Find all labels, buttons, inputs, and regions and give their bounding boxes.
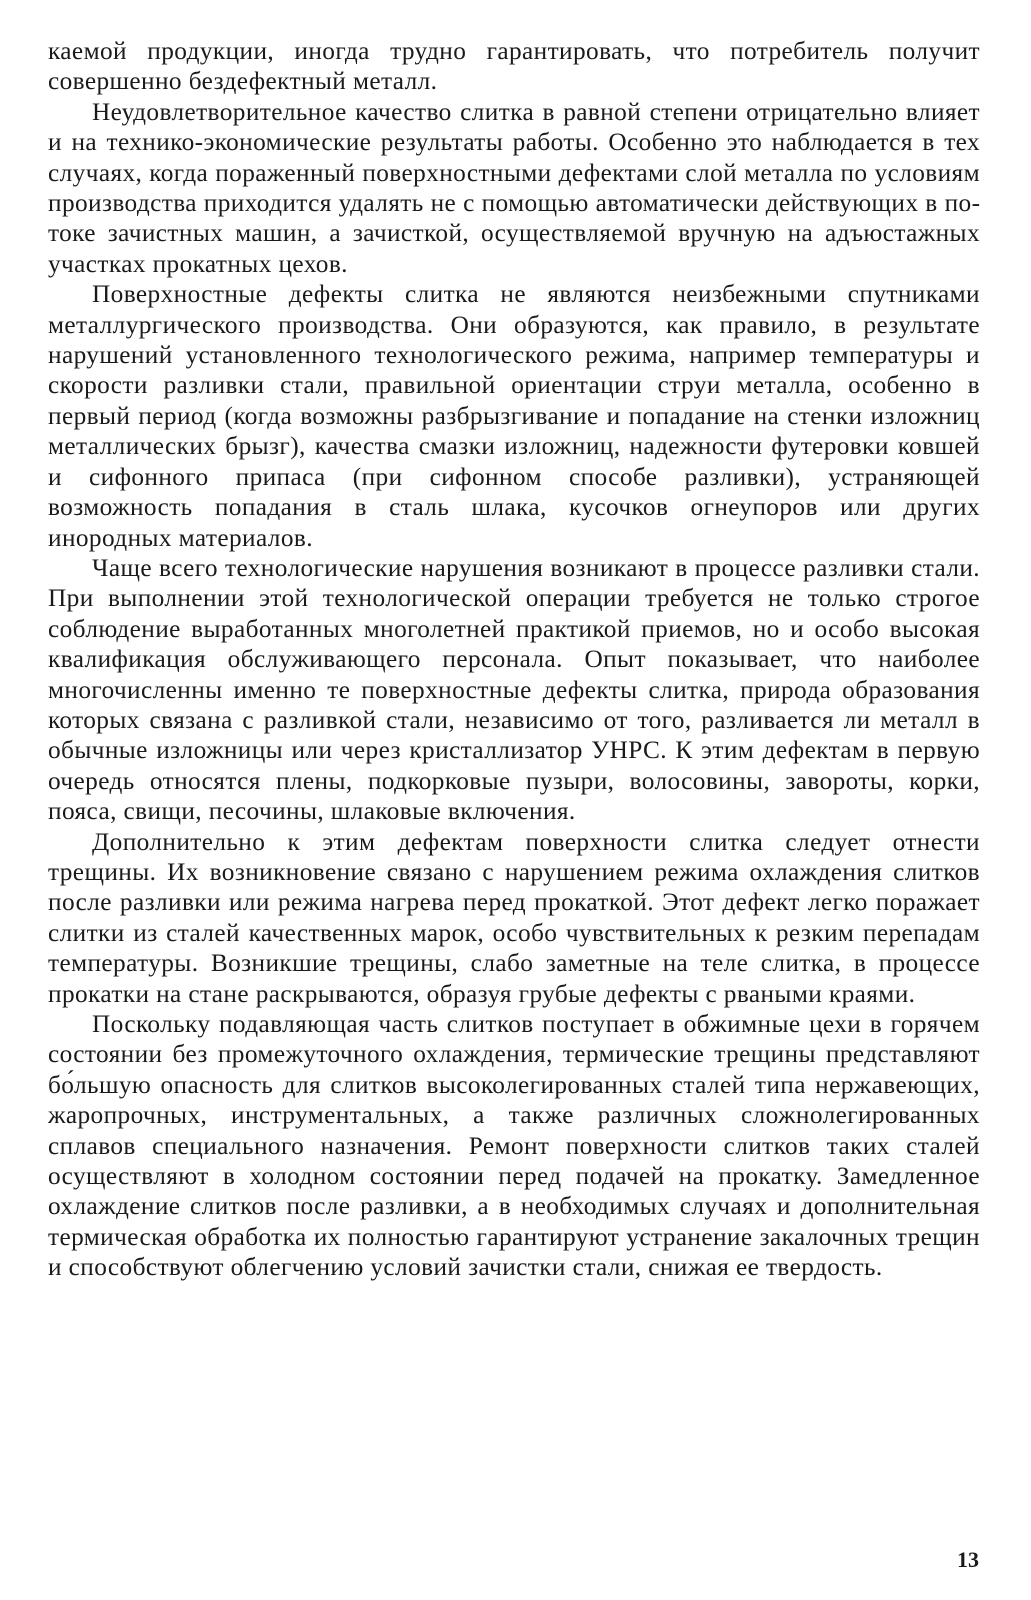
paragraph-cracks: Дополнительно к этим дефектам поверхности слитка следует отнести трещины. Их возникновение связано с нарушением режима охлаждения слитков после разливки или режима нагрева перед прокаткой. Этот дефект легко поражает слитки из сталей качественных марок, особо чувствительных к резким перепадам температуры. Возникшие трещины, слабо заметные на теле слитка, в процессе прокатки на стане раскрываются, образуя грубые дефекты с рваными краями. [48, 827, 980, 1008]
paragraph-casting-violations: Чаще всего технологические нарушения возникают в процессе разливки стали. При выполнении этой технологической операции требуется не только строгое соблюдение выработанных многолетней практикой приемов, но и особо высокая квалификация обслуживающего персонала. Опыт показывает, что наиболее многочисленны именно те поверхностные дефекты слитка, природа образования которых связана с разливкой стали, независимо от того, разливается ли металл в обычные изложницы или через кристаллизатор УНРС. К этим дефектам в первую очередь относятся плены, подкорковые пузыри, волосовины, завороты, корки, пояса, свищи, песочины, шлаковые включения. [48, 553, 980, 826]
paragraph-ingot-quality: Неудовлетворительное качество слитка в равной степени отрицательно влияет и на технико-экономические результаты работы. Особенно это наблюдается в тех случаях, когда пораженный поверхностными дефектами слой металла по условиям производства приходится удалять не с помощью автоматически действующих в потоке зачистных машин, а зачисткой, осуществляемой вручную на адъюстажных участках прокатных цехов. [48, 97, 980, 278]
paragraph-continuation: каемой продукции, иногда трудно гарантировать, что потребитель получит совершенно бездефектный металл. [48, 37, 980, 96]
paragraph-thermal-cracks: Поскольку подавляющая часть слитков поступает в обжимные цехи в горячем состоянии без промежуточного охлаждения, термические трещины представляют бо́льшую опасность для слитков высоколегированных сталей типа нержавеющих, жаропрочных, инструментальных, а также различных сложнолегированных сплавов специального назначения. Ремонт поверхности слитков таких сталей осуществляют в холодном состоянии перед подачей на прокатку. Замедленное охлаждение слитков после разливки, а в необходимых случаях и дополнительная термическая обработка их полностью гарантируют устранение закалочных трещин и способствуют облегчению условий зачистки стали, снижая ее твердость. [48, 1010, 980, 1282]
page-body [48, 36, 980, 1283]
page-number: 13 [957, 1547, 979, 1572]
paragraph-surface-defects: Поверхностные дефекты слитка не являются неизбежными спутниками металлургического производства. Они образуются, как правило, в результате нарушений установленного технологического режима, например температуры и скорости разливки стали, правильной ориентации струи металла, особенно в первый период (когда возможны разбрызгивание и попадание на стенки изложниц металлических брызг), качества смазки изложниц, надежности футеровки ковшей и сифонного припаса (при сифонном способе разливки), устраняющей возможность попадания в сталь шлака, кусочков огнеупоров или других инородных материалов. [48, 280, 980, 552]
